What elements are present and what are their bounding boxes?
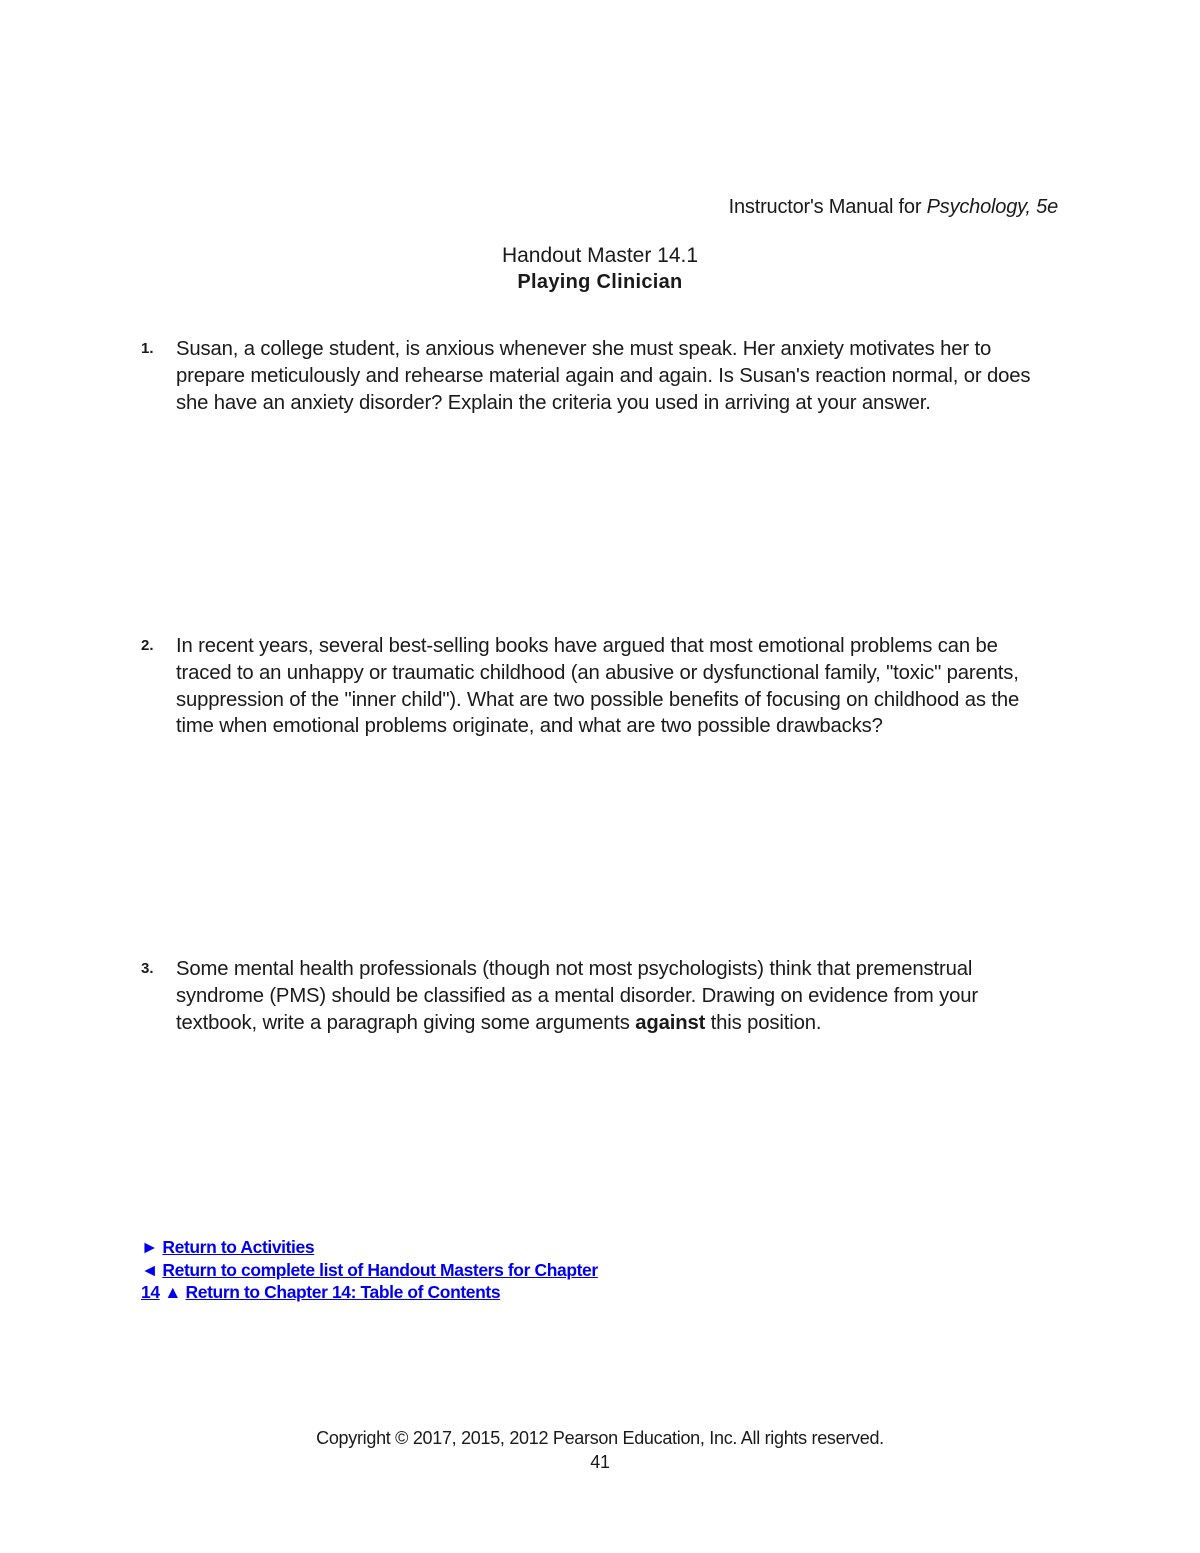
- question-2: [141, 633, 1041, 740]
- return-to-handouts: [141, 1259, 598, 1282]
- page-footer: [0, 1426, 1200, 1474]
- return-to-activities: [141, 1236, 598, 1259]
- return-to-handouts-link-continued[interactable]: 14: [141, 1282, 160, 1303]
- handout-label: Handout Master 14.1: [501, 244, 699, 267]
- return-to-toc: [141, 1281, 598, 1304]
- emphasis-word: against: [635, 1011, 706, 1034]
- handout-title: Playing Clinician: [517, 271, 683, 293]
- up-arrow-icon: ▲: [164, 1282, 182, 1303]
- question-text: [176, 956, 1041, 1036]
- question-text: In recent years, several best-selling books have argued that most emotional problems can be traced to an unhappy or traumatic childhood (an abusive or dysfunctional family, "toxic" parents, suppression of the "inner child"). What are two possible benefits of focusing on childhood as the time when emotional problems originate, and what are two possible drawbacks?: [176, 635, 1020, 738]
- handout-heading: [0, 242, 1200, 296]
- return-to-toc-link[interactable]: Return to Chapter 14: Table of Contents: [185, 1282, 501, 1303]
- navigation-links: [141, 1236, 598, 1304]
- copyright-notice: Copyright © 2017, 2015, 2012 Pearson Education, Inc. All rights reserved.: [316, 1428, 884, 1448]
- question-text: Susan, a college student, is anxious whenever she must speak. Her anxiety motivates her to prepare meticulously and rehearse material again and again. Is Susan's reaction normal, or does she have an anxiety disorder? Explain the criteria you used in arriving at your answer.: [176, 338, 1031, 414]
- return-to-handouts-link[interactable]: Return to complete list of Handout Masters for Chapter: [162, 1259, 598, 1280]
- running-header: [729, 196, 1058, 219]
- return-to-activities-link[interactable]: Return to Activities: [162, 1237, 315, 1257]
- question-number: 2.: [141, 637, 154, 654]
- book-title: Psychology, 5e: [926, 196, 1058, 218]
- running-header-prefix: Instructor's Manual for: [728, 196, 927, 218]
- page-number: 41: [590, 1452, 610, 1472]
- question-text-end: this position.: [705, 1011, 822, 1034]
- question-text-start: Some mental health professionals (though not most psychologists) think that premenstrual syndrome (PMS) should be classified as a mental disorder. Drawing on evidence from your textbook, write a paragraph giving some arguments: [176, 958, 978, 1034]
- left-arrow-icon: ◄: [141, 1259, 158, 1280]
- question-number: 3.: [141, 960, 154, 977]
- right-arrow-icon: ►: [141, 1237, 158, 1257]
- question-3: [141, 956, 1041, 1036]
- question-number: 1.: [141, 340, 154, 357]
- question-1: [141, 336, 1041, 416]
